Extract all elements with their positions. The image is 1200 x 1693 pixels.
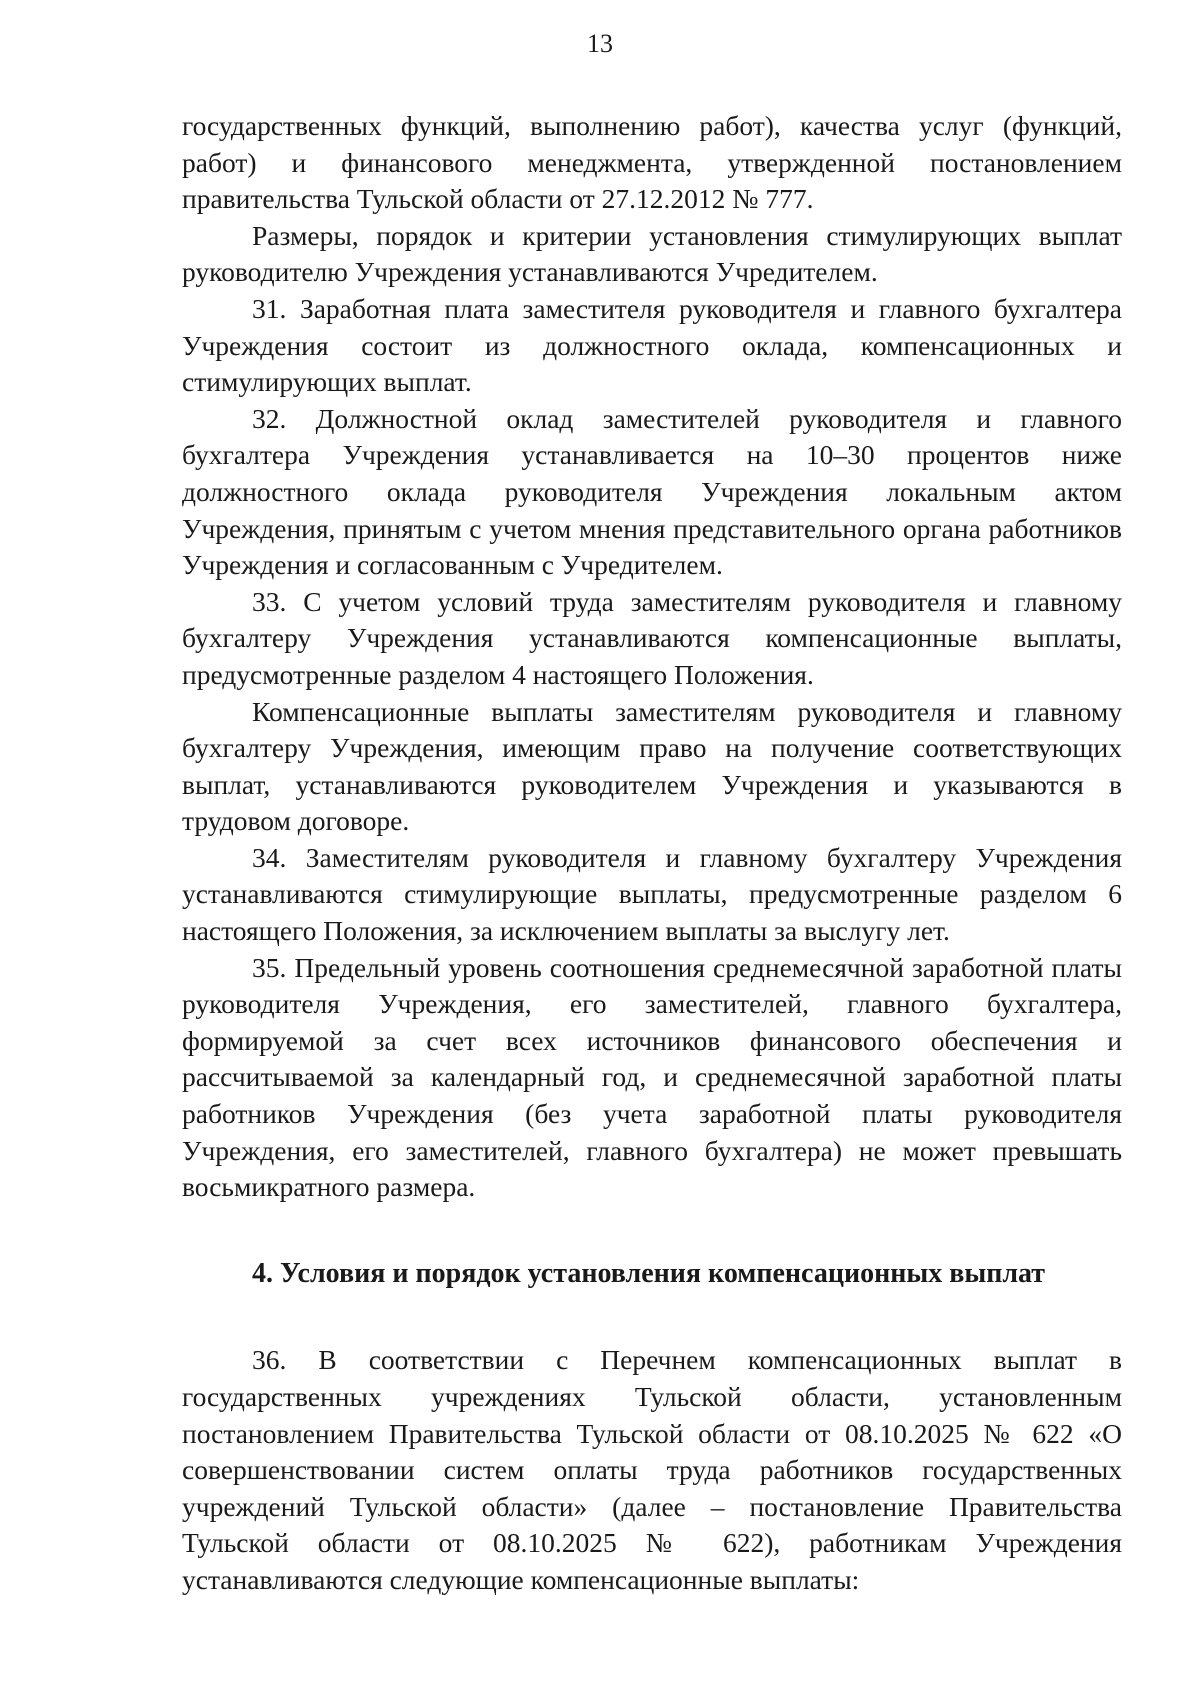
paragraph-continuation: государственных функций, выполнению работ), качества услуг (функций, работ) и финансового менеджмента, утвержденной постановлением правительства Тульской области от 27.12.2012 № 777. [182, 110, 1122, 215]
document-body [182, 108, 1122, 1599]
paragraph-34: 34. Заместителям руководителя и главному бухгалтеру Учреждения устанавливаются стимулирующие выплаты, предусмотренные разделом 6 настоящего Положения, за исключением выплаты за выслугу лет. [182, 841, 1122, 947]
paragraph-31: 31. Заработная плата заместителя руководителя и главного бухгалтера Учреждения состоит из должностного оклада, компенсационных и стимулирующих выплат. [182, 292, 1122, 398]
paragraph-35: 35. Предельный уровень соотношения среднемесячной заработной платы руководителя Учреждения, его заместителей, главного бухгалтера, формируемой за счет всех источников финансового обеспечения и рассчитываемой за календарный год, и среднемесячной заработной платы работников Учреждения (без учета заработной платы руководителя Учреждения, его заместителей, главного бухгалтера) не может превышать восьмикратного размера. [182, 951, 1122, 1203]
paragraph-compensation-payments: Компенсационные выплаты заместителям руководителя и главному бухгалтеру Учреждения, имеющим право на получение соответствующих выплат, устанавливаются руководителем Учреждения и указываются в трудовом договоре. [182, 695, 1122, 837]
paragraph-incentive-payments: Размеры, порядок и критерии установления стимулирующих выплат руководителю Учреждения устанавливаются Учредителем. [182, 219, 1122, 288]
page-number: 13 [587, 29, 613, 58]
paragraph-32: 32. Должностной оклад заместителей руководителя и главного бухгалтера Учреждения устанавливается на 10–30 процентов ниже должностного оклада руководителя Учреждения локальным актом Учреждения, принятым с учетом мнения представительного органа работников Учреждения и согласованным с Учредителем. [182, 402, 1122, 581]
paragraph-33: 33. С учетом условий труда заместителям руководителя и главному бухгалтеру Учреждения устанавливаются компенсационные выплаты, предусмотренные разделом 4 настоящего Положения. [182, 585, 1122, 690]
paragraph-36: 36. В соответствии с Перечнем компенсационных выплат в государственных учреждениях Тульской области, установленным постановлением Правительства Тульской области от 08.10.2025 № 622 «О совершенствовании систем оплаты труда работников государственных учреждений Тульской области» (далее – постановление Правительства Тульской области от 08.10.2025 № 622), работникам Учреждения устанавливаются следующие компенсационные выплаты: [182, 1344, 1122, 1595]
section-heading: 4. Условия и порядок установления компенсационных выплат [252, 1257, 1046, 1289]
